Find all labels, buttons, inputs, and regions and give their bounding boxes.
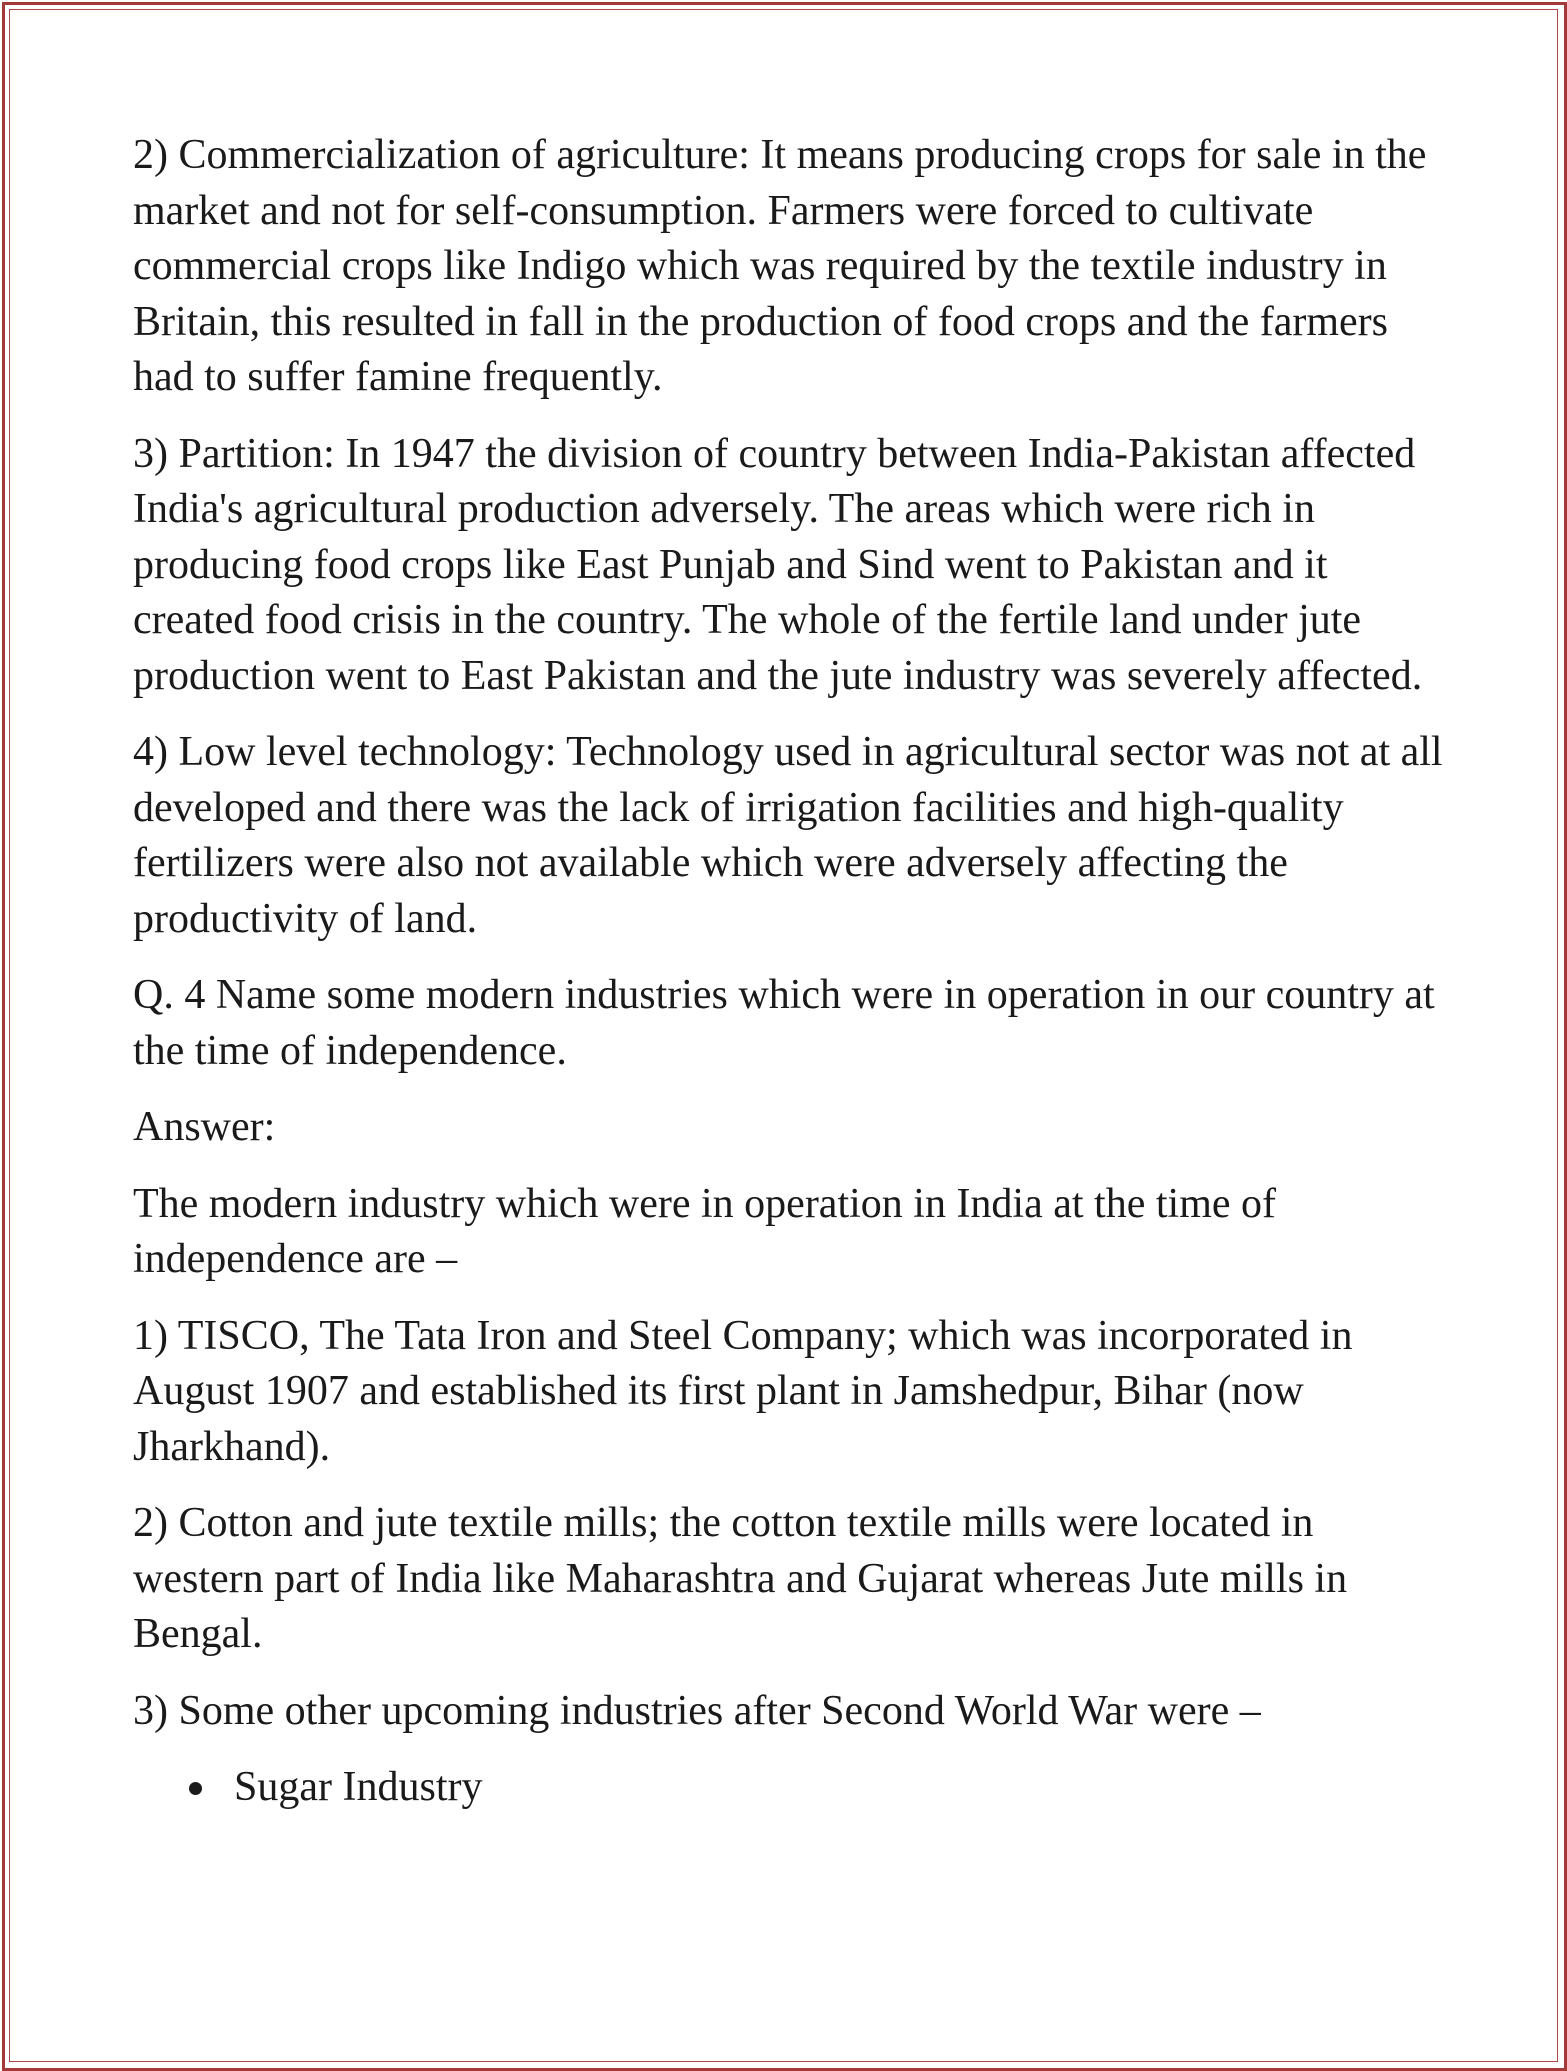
paragraph-low-technology: 4) Low level technology: Technology used in agricultural sector was not at all developed and there was the lack of irrigation facilities and high-quality fertilizers were also not available which were adversely affecting the productivity of land. — [133, 729, 1443, 942]
bullet-text: Sugar Industry — [234, 1764, 483, 1810]
paragraph-tisco: 1) TISCO, The Tata Iron and Steel Company; which was incorporated in August 1907 and established its first plant in Jamshedpur, Bihar (now Jharkhand). — [133, 1312, 1353, 1470]
paragraph-commercialization: 2) Commercialization of agriculture: It means producing crops for sale in the market and not for self-consumption. Farmers were forced to cultivate commercial crops like Indigo which was required by the textile industry in Britain, this resulted in fall in the production of food crops and the farmers had to suffer famine frequently. — [133, 132, 1427, 400]
question-4: Q. 4 Name some modern industries which were in operation in our country at the time of independence. — [133, 972, 1435, 1074]
industry-bullet-list — [133, 1760, 1453, 1816]
document-body — [133, 128, 1453, 1816]
list-item — [133, 1760, 1453, 1816]
paragraph-partition: 3) Partition: In 1947 the division of country between India-Pakistan affected India's agricultural production adversely. The areas which were rich in producing food crops like East Punjab and Sind went to Pakistan and it created food crisis in the country. The whole of the fertile land under jute production went to East Pakistan and the jute industry was severely affected. — [133, 430, 1423, 699]
answer-intro: The modern industry which were in operation in India at the time of independence are – — [133, 1180, 1277, 1282]
paragraph-other-industries: 3) Some other upcoming industries after Second World War were – — [133, 1687, 1261, 1734]
bullet-icon — [189, 1782, 202, 1795]
paragraph-textile-mills: 2) Cotton and jute textile mills; the cotton textile mills were located in western part of India like Maharashtra and Gujarat whereas Jute mills in Bengal. — [133, 1500, 1348, 1657]
answer-label: Answer: — [133, 1104, 276, 1150]
